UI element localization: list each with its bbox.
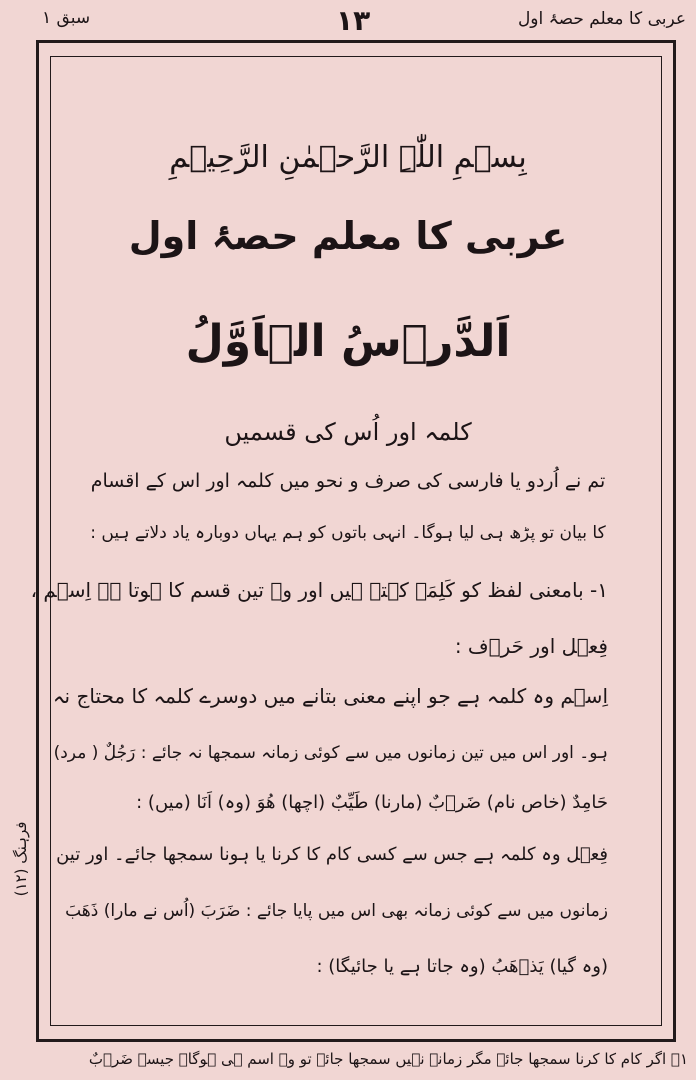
body-line-1: ۱- بامعنی لفظ کو کَلِمَہ کہتے ہیں اور وہ تین قسم کا ہوتا ہے اِسۡم ،	[30, 578, 608, 602]
body-line-4: ہو۔ اور اس میں تین زمانوں میں سے کوئی زمانہ سمجھا نہ جائے : رَجُلٌ ( مرد)	[53, 743, 608, 763]
header-lesson-number: سبق ۱	[42, 8, 91, 28]
body-line-3: اِسۡم وہ کلمہ ہے جو اپنے معنی بتانے میں دوسرے کلمہ کا محتاج نہ	[52, 684, 608, 708]
body-line-5: حَامِدٌ (خاص نام) ضَرۡبٌ (مارنا) طَیِّبٌ (اچھا) ھُوَ (وہ) اَنَا (میں) :	[136, 792, 608, 813]
lesson-subtitle: کلمہ اور اُس کی قسمیں	[224, 418, 472, 446]
body-line-7: زمانوں میں سے کوئی زمانہ بھی اس میں پایا جائے : ضَرَبَ (اُس نے مارا) ذَھَبَ	[65, 901, 608, 921]
body-line-2: فِعۡل اور حَرۡف :	[454, 634, 608, 658]
intro-line-2: کا بیان تو پڑھ ہی لیا ہوگا۔ انہی باتوں کو ہم یہاں دوبارہ یاد دلاتے ہیں :	[90, 523, 606, 543]
page-number: ۱۳	[336, 4, 371, 37]
lesson-title: اَلدَّرۡسُ الۡاَوَّلُ	[185, 316, 511, 367]
side-note: فرہنگ (۱۲)	[12, 821, 30, 897]
header-book-title: عربی کا معلم حصۂ اول	[517, 9, 686, 29]
intro-line-1: تم نے اُردو یا فارسی کی صرف و نحو میں کلمہ اور اس کے اقسام	[90, 470, 606, 492]
body-line-6: فِعۡل وہ کلمہ ہے جس سے کسی کام کا کرنا یا ہونا سمجھا جائے۔ اور تین	[56, 844, 608, 865]
book-title: عربی کا معلم حصۂ اول	[128, 214, 568, 258]
body-line-8: (وہ گیا) یَذۡھَبُ (وہ جاتا ہے یا جائیگا) :	[316, 956, 608, 977]
basmala: بِسۡمِ اللّٰہِ الرَّحۡمٰنِ الرَّحِیۡمِ	[169, 140, 527, 175]
footnote: ۱ے اگر کام کا کرنا سمجھا جائے مگر زمانہ نہیں سمجھا جائے تو وہ اسم ہی ہوگا۔ جیسے ضَرۡبٌ	[88, 1050, 688, 1068]
